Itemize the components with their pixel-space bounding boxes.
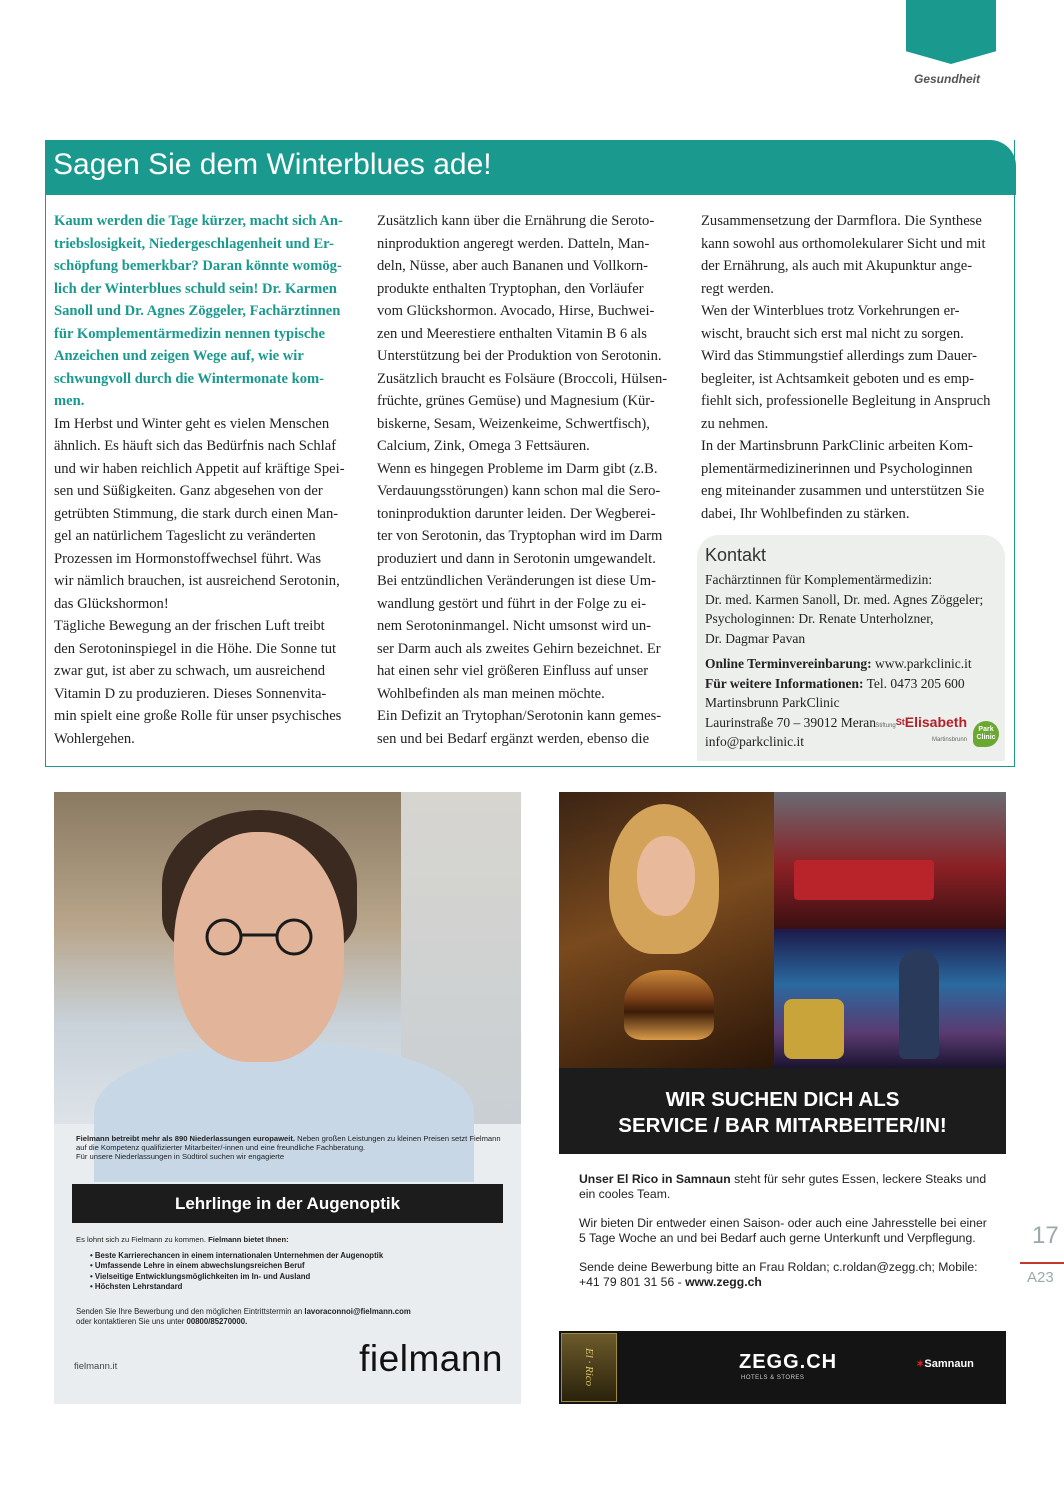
elrico-text-span: steht für sehr gutes Essen, leckere Steaks und ein cooles Team. — [579, 1172, 987, 1202]
zegg-logo: ZEGG.CH — [739, 1351, 838, 1373]
text-line: früchte, grünes Gemüse) und Magnesium (Kür- — [377, 393, 655, 409]
text-line: ter von Serotonin, das Tryptophan wird im Darm — [377, 528, 663, 544]
fielmann-url[interactable]: fielmann.it — [74, 1361, 118, 1372]
article-lead — [54, 210, 360, 413]
text-line: und wir haben reichlich Appetit auf kräftige Spei- — [54, 460, 345, 477]
text-line: deln, Nüsse, aber auch Bananen und Vollkorn- — [377, 258, 649, 274]
elrico-logo: El · Rico — [561, 1333, 617, 1402]
fielmann-intro — [76, 1134, 501, 1161]
text-line: getrübten Stimmung, die stark durch einen Man- — [54, 505, 339, 522]
restaurant-photo — [774, 792, 1006, 929]
fielmann-intro-bold: Fielmann betreibt mehr als 890 Niederlassungen europaweit. — [76, 1134, 296, 1143]
lead-line: Sanoll und Dr. Agnes Zöggeler, Fachärztinnen — [54, 303, 341, 319]
text-line: Tägliche Bewegung an der frischen Luft treibt — [54, 618, 325, 634]
text-line: eng miteinander zusammen und unterstützen Sie — [701, 483, 985, 499]
lead-line: Kaum werden die Tage kürzer, macht sich An- — [54, 213, 343, 229]
logo-martinsbrunn: Martinsbrunn — [931, 737, 967, 743]
text-line: Unterstützung bei der Produktion von Serotonin. — [377, 348, 662, 364]
page-number: 17 — [1032, 1222, 1059, 1249]
article-column-2 — [377, 210, 687, 750]
contact-line: Psychologinnen: Dr. Renate Unterholzner, — [705, 611, 934, 626]
elrico-paragraph: Wir bieten Dir entweder einen Saison- oder auch eine Jahresstelle bei einer 5 Tage Woche an und bei Bedarf auch gerne Unterkunft und Verpflegung. — [579, 1215, 987, 1246]
logo-stiftung: Stiftung — [875, 723, 896, 729]
text-line: sen und bei Bedarf ergänzt werden, ebenso die — [377, 730, 650, 747]
text-line: Wohlergehen. — [54, 730, 135, 747]
contact-line: Dr. med. Karmen Sanoll, Dr. med. Agnes Zöggeler; — [705, 591, 984, 607]
address-line: Martinsbrunn ParkClinic — [705, 695, 840, 710]
parkclinic-logo — [973, 721, 999, 747]
text-line: ninproduktion angeregt werden. Datteln, Man- — [377, 235, 650, 252]
text-line: In der Martinsbrunn ParkClinic arbeiten Kom- — [701, 438, 973, 454]
text-line: vom Glückshormon. Avocado, Hirse, Buchwei- — [377, 303, 655, 319]
text-line: sen und Süßigkeiten. Ganz abgesehen von der — [54, 483, 323, 499]
text-line: Vitamin D zu produzieren. Dieses Sonnenvita- — [54, 685, 327, 702]
burger-photo — [559, 792, 774, 1068]
text-line: zwar gut, ist aber zu schwach, um ausreichend — [54, 663, 326, 679]
article-column-1 — [54, 210, 360, 750]
headline-bar — [45, 140, 1016, 195]
zegg-link[interactable]: www.zegg.ch — [685, 1275, 762, 1290]
glasses-icon — [189, 917, 329, 957]
more-info-label: Für weitere Informationen: — [705, 675, 864, 691]
live-music-photo — [774, 929, 1006, 1068]
text-line: Zusammensetzung der Darmflora. Die Synthese — [701, 213, 982, 229]
lead-line: men. — [54, 393, 85, 409]
lead-line: Anzeichen und zeigen Wege auf, wie wir — [54, 348, 304, 364]
text-line: Wohlbefinden als man meinen möchte. — [377, 685, 605, 702]
fielmann-offer-bold: Fielmann bietet Ihnen: — [208, 1235, 289, 1244]
article-headline: Sagen Sie dem Winterblues ade! — [53, 148, 492, 181]
section-tab — [906, 0, 996, 64]
text-line: min spielt eine große Rolle für unser psychisches — [54, 708, 342, 724]
fielmann-intro-rest: Neben großen Leistungen zu kleinen Preisen setzt Fielmann auf die Kompetenz qualifizierter Mitarbeiter/-innen und eine freundliche Fachberatung. — [76, 1134, 501, 1152]
fielmann-intro-line: Für unsere Niederlassungen in Südtirol suchen wir engagierte — [76, 1152, 285, 1161]
banner-line: SERVICE / BAR MITARBEITER/IN! — [618, 1114, 947, 1137]
text-line: Im Herbst und Winter geht es vielen Menschen — [54, 415, 330, 432]
text-line: Bei entzündlichen Veränderungen ist diese Um- — [377, 573, 656, 589]
fielmann-email[interactable]: lavoraconnoi@fielmann.com — [304, 1307, 411, 1316]
fielmann-contact-text: Senden Sie Ihre Bewerbung und den möglichen Eintrittstermin an — [76, 1307, 305, 1316]
text-line: plementärmedizinerinnen und Psychologinnen — [701, 460, 973, 477]
text-line: produziert und dann in Serotonin umgewandelt. — [377, 550, 656, 567]
logo-elisabeth: Elisabeth — [904, 714, 967, 730]
fielmann-offer-text: Es lohnt sich zu Fielmann zu kommen. — [76, 1235, 209, 1244]
fielmann-contact-text: oder kontaktieren Sie uns unter — [76, 1317, 187, 1326]
text-line: fiehlt sich, professionelle Begleitung in Anspruch — [701, 393, 991, 409]
fielmann-phone: 00800/85270000. — [186, 1317, 248, 1326]
elrico-ad — [559, 792, 1006, 1404]
page-code: A23 — [1027, 1269, 1054, 1286]
lead-line: schöpfung bemerkbar? Daran könnte womög- — [54, 258, 342, 274]
contact-line: Dr. Dagmar Pavan — [705, 630, 806, 646]
phone-number: Tel. 0473 205 600 — [866, 675, 965, 691]
logo-park: Park — [978, 726, 994, 733]
text-line: der Ernährung, als auch mit Akupunktur ange- — [701, 258, 973, 274]
text-line: Wenn es hingegen Probleme im Darm gibt (z.B. — [377, 460, 658, 477]
text-line: hat einen sehr viel größeren Einfluss auf unser — [377, 663, 649, 679]
benefit-item: • Beste Karrierechancen in einem internationalen Unternehmen der Augenoptik — [90, 1251, 383, 1261]
elrico-paragraph — [579, 1260, 989, 1291]
online-booking — [705, 654, 997, 674]
text-line: Verdauungsstörungen) kann schon mal die Sero- — [377, 483, 661, 499]
fielmann-contact — [76, 1307, 411, 1327]
elrico-banner — [559, 1068, 1006, 1154]
zegg-logo-sub: HOTELS & STORES — [741, 1375, 805, 1381]
text-line: den Serotoninspiegel in die Höhe. Die Sonne tut — [54, 640, 337, 657]
text-line: zu nehmen. — [701, 415, 769, 432]
text-line: wir nämlich brauchen, ist ausreichend Serotonin, — [54, 573, 340, 589]
online-booking-link[interactable]: www.parkclinic.it — [875, 656, 972, 671]
text-line: Ein Defizit an Trytophan/Serotonin kann gemes- — [377, 708, 662, 724]
benefit-item: • Umfassende Lehre in einem abwechslungsreichen Beruf — [90, 1261, 383, 1271]
benefit-item: • Vielseitige Entwicklungsmöglichkeiten im In- und Ausland — [90, 1272, 383, 1282]
lead-line: triebslosigkeit, Niedergeschlagenheit und Er- — [54, 235, 334, 252]
section-label: Gesundheit — [913, 72, 980, 86]
address-line: Laurinstraße 70 – 39012 Meran — [705, 714, 876, 730]
fielmann-benefits — [90, 1251, 383, 1293]
text-line: regt werden. — [701, 280, 774, 297]
online-booking-label: Online Terminvereinbarung: — [705, 656, 872, 671]
contact-email[interactable]: info@parkclinic.it — [705, 734, 805, 749]
text-line: wischt, braucht sich erst mal nicht zu sorgen. — [701, 325, 964, 342]
clinic-logos — [875, 715, 999, 747]
contact-line: Fachärztinnen für Komplementärmedizin: — [705, 572, 933, 587]
text-line: ser Darm auch als zweites Gehirn bezeichnet. Er — [377, 640, 661, 657]
text-line: ähnlich. Es häuft sich das Bedürfnis nach Schlaf — [54, 438, 337, 454]
text-line: das Glückshormon! — [54, 595, 169, 612]
more-info — [705, 674, 997, 694]
fielmann-job-title: Lehrlinge in der Augenoptik — [72, 1184, 503, 1223]
text-line: Calcium, Zink, Omega 3 Fettsäuren. — [377, 438, 590, 454]
elrico-contact: Sende deine Bewerbung bitte an Frau Roldan; c.roldan@zegg.ch; Mobile: +41 79 801 31 56 - — [579, 1259, 978, 1290]
text-line: biskerne, Sesam, Weizenkeime, Schwertfisch), — [377, 415, 650, 432]
elrico-paragraph — [579, 1172, 989, 1203]
text-line: begleiter, ist Achtsamkeit geboten und es emp- — [701, 370, 974, 387]
text-line: kann sowohl aus orthomolekularer Sicht und mit — [701, 235, 986, 252]
text-line: gel an natürlichem Tageslicht zu veränderten — [54, 528, 316, 544]
article-box — [45, 140, 1015, 767]
contact-title: Kontakt — [705, 545, 767, 565]
contact-box — [697, 535, 1005, 761]
logo-st: St — [895, 717, 905, 727]
text-line: Zusätzlich braucht es Folsäure (Broccoli, Hülsen- — [377, 370, 668, 387]
benefit-item: • Höchsten Lehrstandard — [90, 1282, 383, 1292]
st-elisabeth-logo — [875, 715, 967, 747]
logo-clinic: Clinic — [976, 734, 996, 741]
lead-line: schwungvoll durch die Wintermonate kom- — [54, 370, 325, 387]
optician-photo — [54, 792, 521, 1124]
elrico-footer — [559, 1331, 1006, 1404]
text-line: toninproduktion darunter leiden. Der Wegberei- — [377, 505, 656, 522]
elrico-text — [579, 1172, 989, 1303]
text-line: Wird das Stimmungstief allerdings zum Dauer- — [701, 348, 977, 364]
lead-line: für Komplementärmedizin nennen typische — [54, 325, 325, 342]
fielmann-logo: fielmann — [359, 1338, 503, 1379]
fielmann-ad — [54, 792, 521, 1404]
text-line: Prozessen im Hormonstoffwechsel führt. Was — [54, 550, 322, 567]
lead-line: lich der Winterblues schuld sein! Dr. Karmen — [54, 280, 337, 297]
text-line: produkte enthalten Tryptophan, den Vorläufer — [377, 280, 644, 297]
banner-line: WIR SUCHEN DICH ALS — [665, 1088, 900, 1111]
text-line: Zusätzlich kann über die Ernährung die Seroto- — [377, 213, 655, 229]
text-line: Wen der Winterblues trotz Vorkehrungen er- — [701, 303, 960, 319]
text-line: nem Serotoninmangel. Nicht umsonst wird un- — [377, 618, 652, 634]
elrico-bold: Unser El Rico in Samnaun — [579, 1172, 731, 1186]
article-column-3 — [701, 210, 1006, 525]
text-line: zen und Meerestiere enthalten Vitamin B 6 als — [377, 325, 647, 342]
text-line: wandlung gestört und führt in der Folge zu ei- — [377, 595, 647, 612]
page-divider — [1020, 1262, 1064, 1264]
text-line: dabei, Ihr Wohlbefinden zu stärken. — [701, 505, 910, 522]
samnaun-logo: ✶ Samnaun — [916, 1358, 974, 1370]
fielmann-offer — [76, 1235, 289, 1244]
